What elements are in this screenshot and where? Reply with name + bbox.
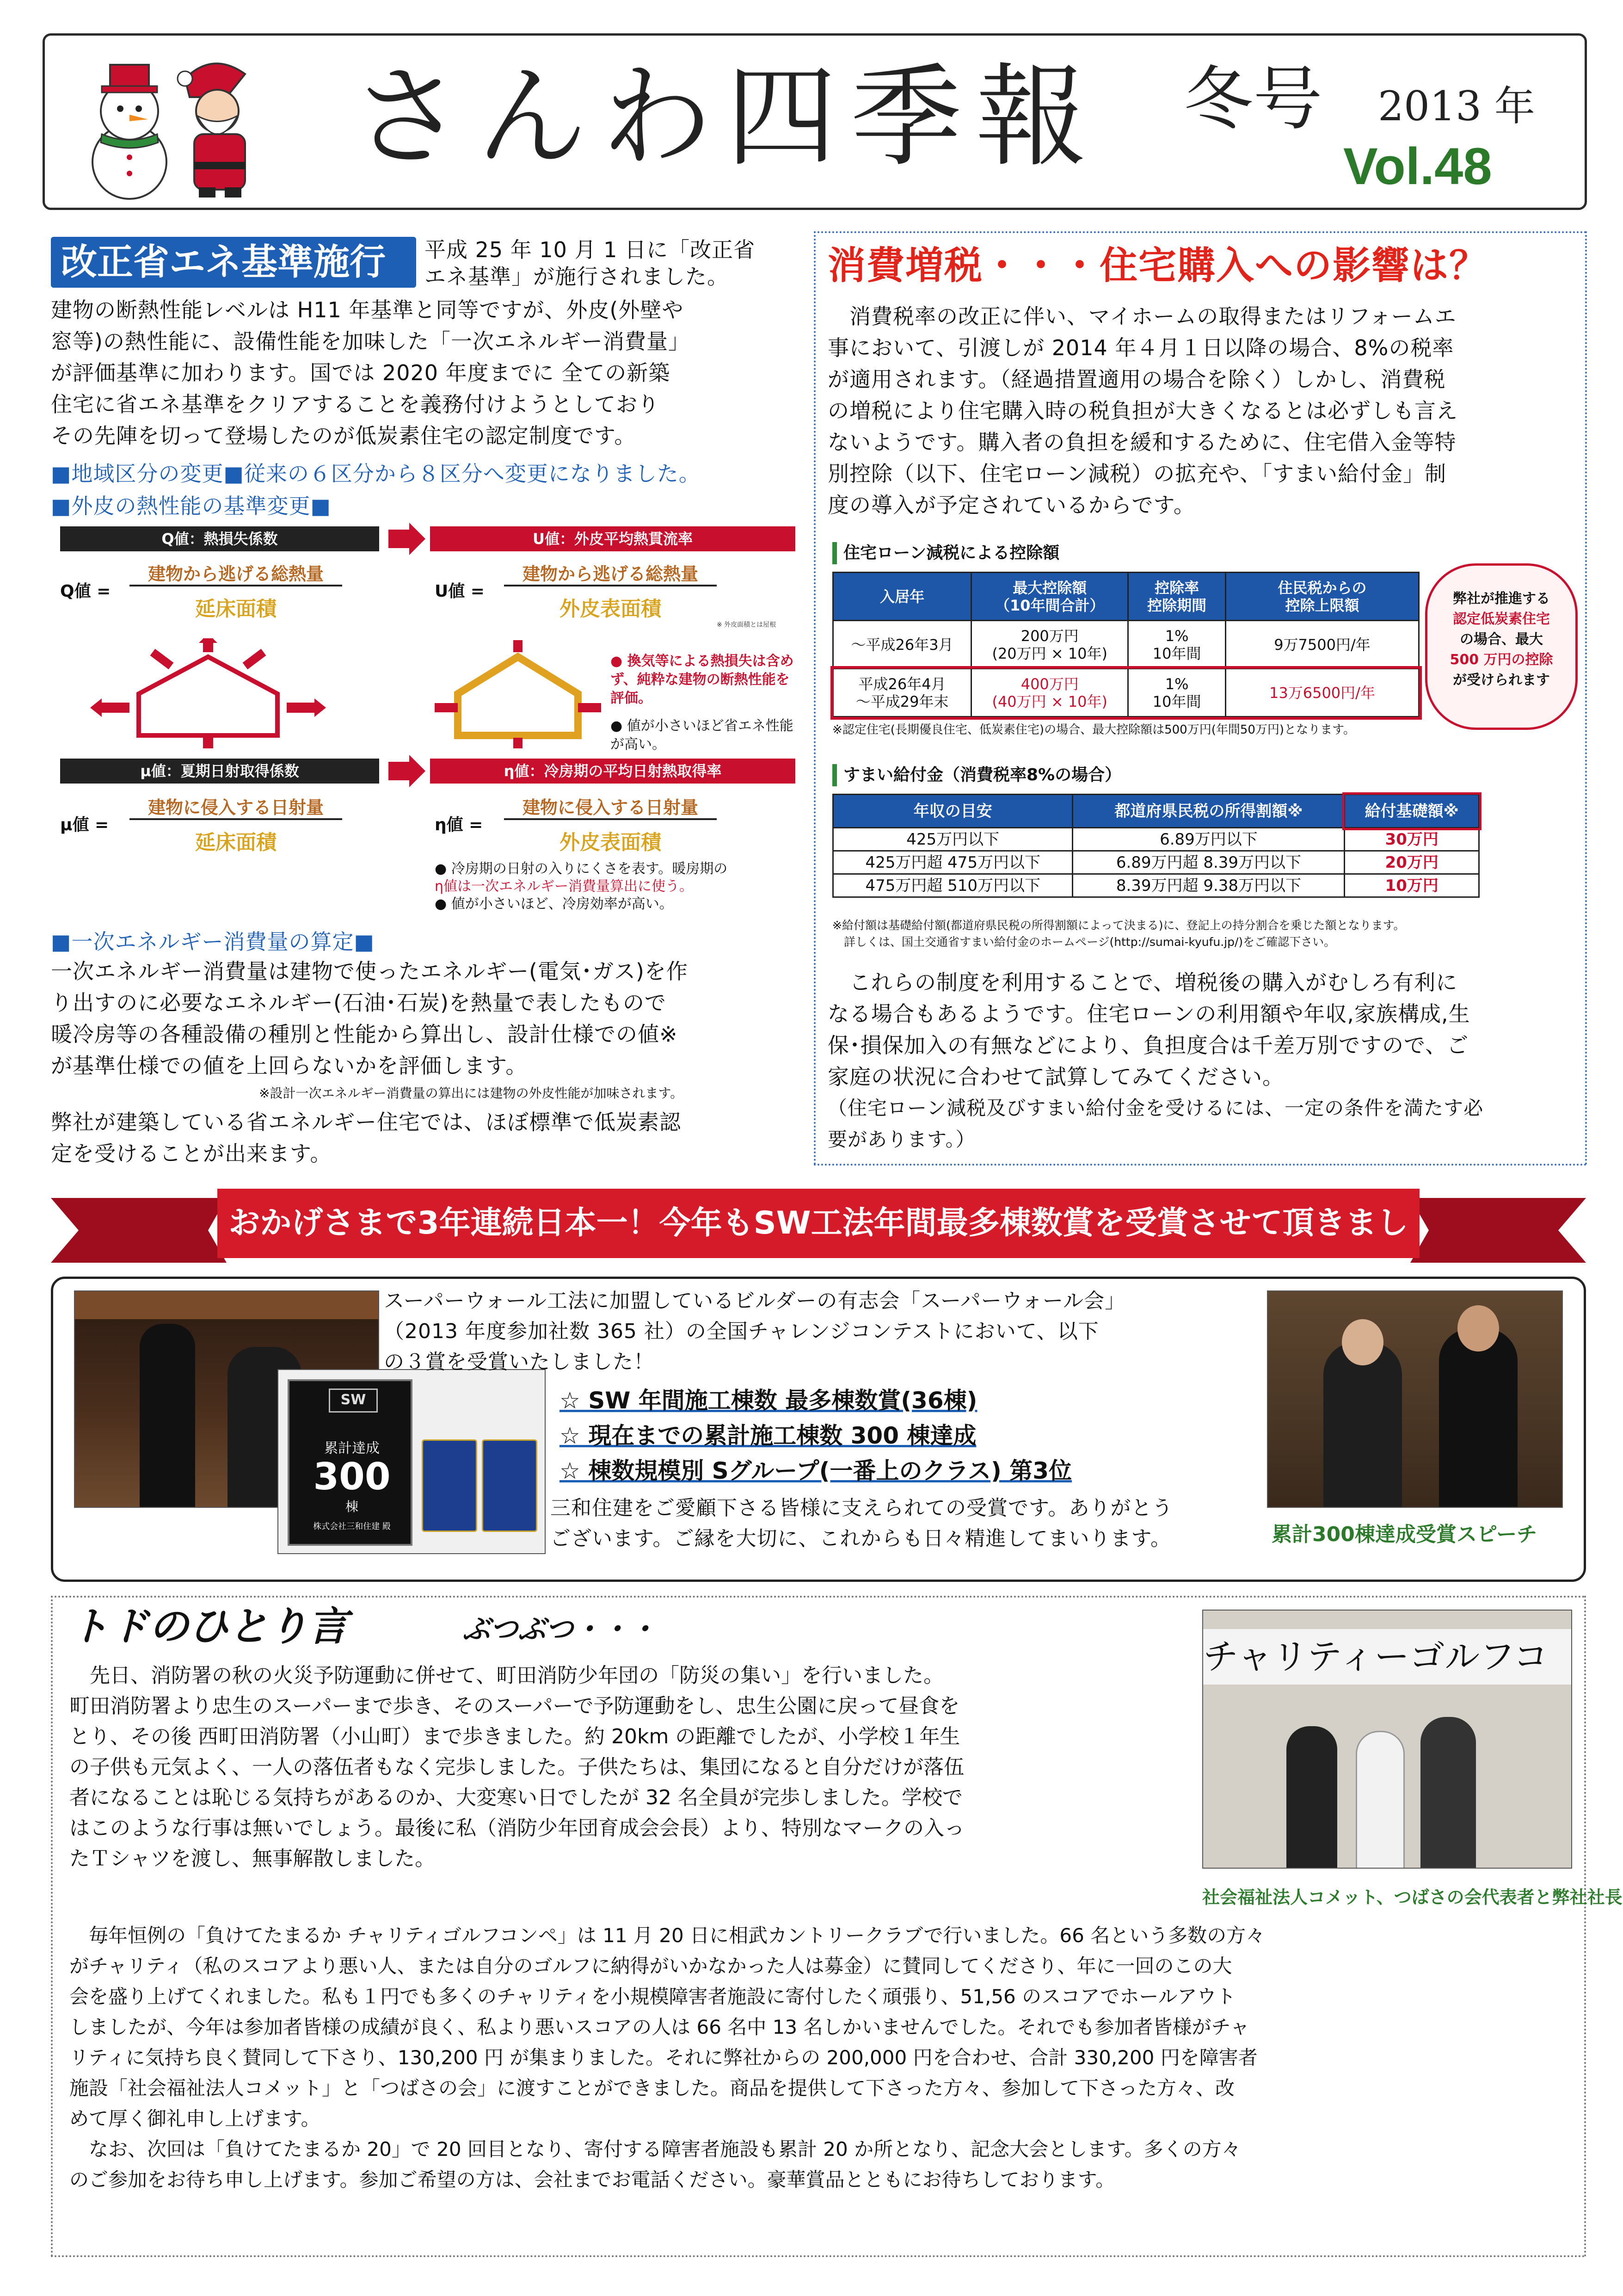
table-cell: 400万円 (40万円 × 10年) — [971, 669, 1128, 717]
energy-body-line: その先陣を切って登場したのが低炭素住宅の認定制度です。 — [51, 423, 636, 448]
energy-closing — [51, 1106, 800, 1169]
banner-strip — [75, 1291, 379, 1319]
todo-para-line: はこのような行事は無いでしょう。最後に私（消防少年団育成会会長）より、特別なマークの入っ — [69, 1816, 965, 1840]
u-bullet-smaller-better: ● 値が小さいほど省エネ性能が高い。 — [610, 718, 793, 753]
tax-body — [828, 301, 1577, 521]
energy-intro-line-2: エネ基準」が施行されました。 — [424, 264, 729, 289]
energy-body-line: 住宅に省エネ基準をクリアすることを義務付けようとしており — [51, 392, 659, 417]
issue-volume: Vol.48 — [1343, 137, 1492, 195]
plaque — [288, 1379, 412, 1546]
todo-para-line: 会を盛り上げてくれました。私も１円でも多くのチャリティを小規模障害者施設に寄付したく頑張り、51,56 のスコアでホールアウト — [69, 1985, 1236, 2008]
todo-para-line: 者になることは恥じる気持ちがあるのか、大変寒い日でしたが 32 名全員が完歩しました。学校で — [69, 1786, 963, 1809]
award-thanks-line: 三和住建をご愛顧下さる皆様に支えられての受賞です。ありがとう — [550, 1496, 1173, 1520]
eta-bullet-1: ● 冷房期の日射の入りにくさを表す。暖房期の — [435, 861, 728, 877]
u-value-header: U値：外皮平均熱貫流率 — [430, 526, 795, 551]
fraction-bar — [504, 585, 717, 586]
charity-photo-caption: 社会福祉法人コメット、つばさの会代表者と弊社社長 — [1202, 1887, 1623, 1907]
award-item: ☆ SW 年間施工棟数 最多棟数賞(36棟) — [559, 1387, 977, 1414]
tax-body-line: 度の導入が予定されているからです。 — [828, 493, 1195, 518]
todo-para-line: リティに気持ち良く賛同して下さり、130,200 円 が集まりました。それに弊社からの 200,000 円を合わせ、合計 330,200 円を障害者 — [69, 2046, 1258, 2069]
charity-photo — [1202, 1610, 1572, 1869]
attendee-figure — [1356, 1731, 1405, 1869]
tax-closing-line: なる場合もあるようです。住宅ローンの利用額や年収,家族構成,生 — [828, 1001, 1470, 1026]
newsletter-title: さんわ四季報 — [351, 52, 1101, 182]
snowman-hat — [110, 65, 149, 89]
loan-table-title-text: 住宅ローン減税による控除額 — [843, 543, 1060, 562]
tax-closing-line: 保･損保加入の有無などにより、負担度合は千差万別ですので、ご — [828, 1033, 1469, 1058]
plaque-unit: 棟 — [345, 1499, 358, 1514]
table-cell: 20万円 — [1345, 851, 1479, 874]
issue-season: 冬号 — [1184, 59, 1323, 140]
loan-table-title — [832, 542, 1059, 564]
table-row — [833, 621, 1419, 669]
plaque-label: 累計達成 — [324, 1440, 380, 1457]
table-row — [833, 851, 1479, 874]
mu-denominator: 延床面積 — [195, 831, 277, 854]
primary-body-line: 一次エネルギー消費量は建物で使ったエネルギー(電気･ガス)を作 — [51, 959, 688, 984]
energy-body-line: 窓等)の熱性能に、設備性能を加味した「一次エネルギー消費量」 — [51, 329, 690, 354]
table-cell: 9万7500円/年 — [1225, 621, 1419, 669]
low-carbon-bubble — [1425, 563, 1578, 730]
energy-body — [51, 294, 800, 451]
plaque-company: 株式会社三和住建 殿 — [313, 1522, 391, 1531]
todo-para-line: たＴシャツを渡し、無事解散しました。 — [69, 1847, 436, 1870]
bubble-line: が受けられます — [1453, 672, 1550, 688]
table-cell: 平成26年4月 ～平成29年末 — [833, 669, 971, 717]
primary-energy-body — [51, 956, 800, 1081]
bubble-line: 弊社が推進する — [1453, 591, 1550, 607]
table-header-row — [833, 573, 1419, 621]
eta-numerator: 建物に侵入する日射量 — [522, 797, 698, 818]
todo-para-line: 先日、消防署の秋の火災予防運動に併せて、町田消防少年団の「防災の集い」を行いました。 — [69, 1664, 944, 1687]
primary-body-line: 暖冷房等の各種設備の種別と性能から算出し、設計仕様での値※ — [51, 1022, 678, 1047]
tax-closing-line: 家庭の状況に合わせて試算してみてください。 — [828, 1064, 1284, 1089]
todo-title: トドのひとり言 — [69, 1604, 348, 1650]
table-cell: 475万円超 510万円以下 — [833, 874, 1073, 897]
table-header-row — [833, 795, 1479, 828]
todo-para-line: がチャリティ（私のスコアより悪い人、または自分のゴルフに納得がいかなかった人は募金）に賛同してくださり、年に一回のこの大 — [69, 1955, 1232, 1977]
house-envelope-icon — [430, 638, 606, 749]
eta-value-header: η値：冷房期の平均日射熱取得率 — [430, 759, 795, 784]
todo-para-line: 毎年恒例の「負けてたまるか チャリティゴルフコンペ」は 11 月 20 日に相武カントリークラブで行いました。66 名という多数の方々 — [69, 1924, 1266, 1947]
table-cell: 425万円以下 — [833, 828, 1073, 851]
tax-closing-line: 要があります。） — [828, 1128, 976, 1151]
energy-intro-line-1: 平成 25 年 10 月 1 日に「改正省 — [424, 237, 756, 262]
award-intro — [384, 1286, 1253, 1377]
primary-energy-note: ※設計一次エネルギー消費量の算出には建物の外皮性能が加味されます。 — [259, 1086, 683, 1101]
tax-body-line: ないようです。購入者の負担を緩和するために、住宅借入金等特 — [828, 430, 1457, 455]
bubble-line: 500 万円の控除 — [1450, 652, 1553, 668]
bubble-line: の場合、最大 — [1460, 631, 1543, 648]
arrow-right-icon — [388, 523, 425, 555]
todo-para-line: 施設「社会福祉法人コメット」と「つばさの会」に渡すことができました。商品を提供して下さった方々、参加して下さった方々、改 — [69, 2077, 1235, 2099]
house-heat-loss-icon — [88, 638, 328, 749]
table-cell: 6.89万円以下 — [1073, 828, 1345, 851]
u-bullet-ventilation: ● 換気等による熱損失は含めず、純粋な建物の断熱性能を評価。 — [610, 653, 794, 706]
table-cell: ～平成26年3月 — [833, 621, 971, 669]
benefit-note-1: ※給付額は基礎給付額(都道府県民税の所得割額によって決まる)に、登記上の持分割合を乗じた額となります。 — [832, 919, 1405, 932]
mu-value-header: μ値：夏期日射取得係数 — [60, 759, 379, 784]
award-intro-line: （2013 年度参加社数 365 社）の全国チャレンジコンテストにおいて、以下 — [384, 1320, 1099, 1343]
closing-line: 弊社が建築している省エネルギー住宅では、ほぼ標準で低炭素認 — [51, 1110, 681, 1135]
header-cell: 入居年 — [833, 573, 971, 621]
tax-body-line: 事において、引渡しが 2014 年４月１日以降の場合、8%の税率 — [828, 335, 1454, 360]
tax-body-line: が適用されます。（経過措置適用の場合を除く）しかし、消費税 — [828, 367, 1446, 392]
u-numerator: 建物から逃げる総熱量 — [522, 564, 698, 584]
fraction-bar — [129, 585, 342, 586]
award-thanks-line: ございます。ご縁を大切に、これからも日々精進してまいります。 — [550, 1527, 1171, 1550]
arrow-right-icon — [388, 755, 425, 787]
u-footnote: ※ 外皮面積とは屋根 — [717, 621, 776, 629]
header-cell: 都道府県民税の所得割額※ — [1073, 795, 1345, 828]
bubble-line: 認定低炭素住宅 — [1453, 611, 1550, 627]
speech-photo-caption: 累計300棟達成受賞スピーチ — [1272, 1523, 1537, 1546]
award-intro-line: の３賞を受賞いたしました！ — [384, 1350, 654, 1374]
envelope-heading: ■外皮の熱性能の基準変更■ — [51, 494, 331, 518]
award-item: ☆ 現在までの累計施工棟数 300 棟達成 — [559, 1422, 977, 1449]
award-list — [559, 1383, 1072, 1488]
fraction-bar — [129, 818, 342, 820]
todo-para-line: めて厚く御礼申し上げます。 — [69, 2107, 320, 2130]
snowman-santa-illustration — [69, 46, 287, 204]
envelope-diagram — [51, 523, 805, 920]
eta-label: η値 = — [435, 815, 483, 834]
award-intro-line: スーパーウォール工法に加盟しているビルダーの有志会「スーパーウォール会」 — [384, 1289, 1126, 1313]
tax-closing-line: これらの制度を利用することで、増税後の購入がむしろ有利に — [828, 970, 1458, 995]
todo-para-2 — [69, 1920, 1572, 2195]
todo-para-line: しましたが、今年は参加者皆様の成績が良く、私より悪いスコアの人は 66 名中 13 名しかいませんでした。それでも参加者皆様がチャ — [69, 2016, 1250, 2038]
table-cell: 1% 10年間 — [1128, 621, 1226, 669]
eta-bullet-2: η値は一次エネルギー消費量算出に使う。 — [435, 878, 694, 895]
table-row — [833, 828, 1479, 851]
todo-para-1 — [69, 1660, 1198, 1874]
primary-body-line: が基準仕様での値を上回らないかを評価します。 — [51, 1053, 528, 1078]
benefit-table-title — [832, 764, 1121, 786]
eta-bullet-3: ● 値が小さいほど、冷房効率が高い。 — [435, 896, 673, 912]
q-label: Q値 = — [60, 582, 111, 601]
attendee-figure — [1286, 1726, 1337, 1869]
mu-label: μ値 = — [60, 815, 109, 834]
tax-body-line: 消費税率の改正に伴い、マイホームの取得またはリフォームエ — [828, 304, 1457, 329]
header-cell: 年収の目安 — [833, 795, 1073, 828]
todo-para-line: の子供も元気よく、一人の落伍者もなく完歩しました。子供たちは、集団になると自分だけが落伍 — [69, 1755, 965, 1779]
u-denominator: 外皮表面積 — [559, 597, 661, 621]
table-cell: 13万6500円/年 — [1225, 669, 1419, 717]
issue-year: 2013 年 — [1378, 82, 1535, 130]
tax-body-line: の増税により住宅購入時の税負担が大きくなるとは必ずしも言え — [828, 398, 1458, 423]
energy-body-line: が評価基準に加わります。国では 2020 年度までに 全ての新築 — [51, 360, 670, 385]
header-cell: 控除率 控除期間 — [1128, 573, 1226, 621]
tax-closing — [828, 967, 1577, 1155]
speaker-figure — [1323, 1342, 1402, 1508]
primary-energy-heading: ■一次エネルギー消費量の算定■ — [51, 929, 375, 954]
table-row-highlight — [833, 669, 1419, 717]
tax-heading: 消費増税・・・住宅購入への影響は？ — [828, 244, 1488, 288]
region-change-line: ■地域区分の変更■従来の６区分から８区分へ変更になりました。 — [51, 461, 701, 486]
mu-numerator: 建物に侵入する日射量 — [148, 797, 324, 818]
award-item: ☆ 棟数規模別 Sグループ(一番上のクラス) 第3位 — [559, 1457, 1072, 1484]
table-cell: 30万円 — [1345, 828, 1479, 851]
speaker-head — [1342, 1319, 1383, 1365]
primary-body-line: り出すのに必要なエネルギー(石油･石炭)を熱量で表したもので — [51, 990, 666, 1015]
host-head — [1457, 1305, 1499, 1352]
energy-body-line: 建物の断熱性能レベルは H11 年基準と同等ですが、外皮(外壁や — [51, 297, 684, 322]
energy-heading: 改正省エネ基準施行 — [51, 237, 416, 288]
table-row — [833, 874, 1479, 897]
speech-photo — [1267, 1290, 1563, 1508]
benefit-note-2: 詳しくは、国土交通省すまい給付金のホームページ(http://sumai-kyufu.jp/)をご確認下さい。 — [832, 935, 1336, 949]
award-thanks — [550, 1493, 1267, 1554]
award-banner-text: おかげさまで3年連続日本一！今年もSW工法年間最多棟数賞を受賞させて頂きました。 — [228, 1205, 1408, 1300]
tax-body-line: 別控除（以下、住宅ローン減税）の拡充や、「すまい給付金」制 — [828, 461, 1447, 486]
fraction-bar — [504, 818, 717, 820]
loan-deduction-table — [832, 572, 1420, 717]
host-figure — [1439, 1328, 1518, 1508]
eta-denominator: 外皮表面積 — [559, 831, 661, 854]
table-cell: 6.89万円超 8.39万円以下 — [1073, 851, 1345, 874]
attendee-figure — [1420, 1717, 1476, 1869]
housing-benefit-table — [832, 794, 1480, 898]
plaque-number: 300 — [313, 1455, 391, 1498]
q-value-header: Q値：熱損失係数 — [60, 526, 379, 551]
todo-para-line: とり、その後 西町田消防署（小山町）まで歩きました。約 20km の距離でしたが、小学校１年生 — [69, 1725, 960, 1748]
presenter-figure — [140, 1324, 195, 1508]
table-cell: 200万円 (20万円 × 10年) — [971, 621, 1128, 669]
benefit-table-title-text: すまい給付金（消費税率8%の場合） — [843, 765, 1122, 784]
table-cell: 10万円 — [1345, 874, 1479, 897]
tax-closing-line: （住宅ローン減税及びすまい給付金を受けるには、一定の条件を満たす必 — [828, 1097, 1484, 1119]
loan-table-note: ※認定住宅(長期優良住宅、低炭素住宅)の場合、最大控除額は500万円(年間50万円)となります。 — [832, 723, 1355, 737]
header-cell: 住民税からの 控除上限額 — [1225, 573, 1419, 621]
table-cell: 425万円超 475万円以下 — [833, 851, 1073, 874]
closing-line: 定を受けることが出来ます。 — [51, 1141, 332, 1166]
header-cell: 給付基礎額※ — [1345, 795, 1479, 828]
award-plaque-photo — [277, 1369, 546, 1554]
todo-para-line: 町田消防署より忠生のスーパーまで歩き、そのスーパーで予防運動をし、忠生公園に戻って昼食を — [69, 1694, 960, 1718]
table-cell: 8.39万円超 9.38万円以下 — [1073, 874, 1345, 897]
todo-subtitle: ぶつぶつ・・・ — [462, 1613, 657, 1646]
table-cell: 1% 10年間 — [1128, 669, 1226, 717]
medal-box — [482, 1439, 537, 1532]
todo-para-line: なお、次回は「負けてたまるか 20」で 20 回目となり、寄付する障害者施設も累計 20 か所となり、記念大会とします。多くの方々 — [69, 2138, 1241, 2160]
u-label: U値 = — [435, 582, 485, 601]
charity-banner: チャリティーゴルフコ — [1203, 1629, 1572, 1685]
header-cell: 最大控除額 （10年間合計） — [971, 573, 1128, 621]
q-denominator: 延床面積 — [195, 597, 277, 621]
todo-para-line: のご参加をお待ち申し上げます。参加ご希望の方は、会社までお電話ください。豪華賞品とともにお待ちしております。 — [69, 2168, 1115, 2191]
medal-box — [422, 1439, 477, 1532]
sw-logo-icon: SW — [329, 1389, 378, 1413]
q-numerator: 建物から逃げる総熱量 — [148, 564, 324, 584]
